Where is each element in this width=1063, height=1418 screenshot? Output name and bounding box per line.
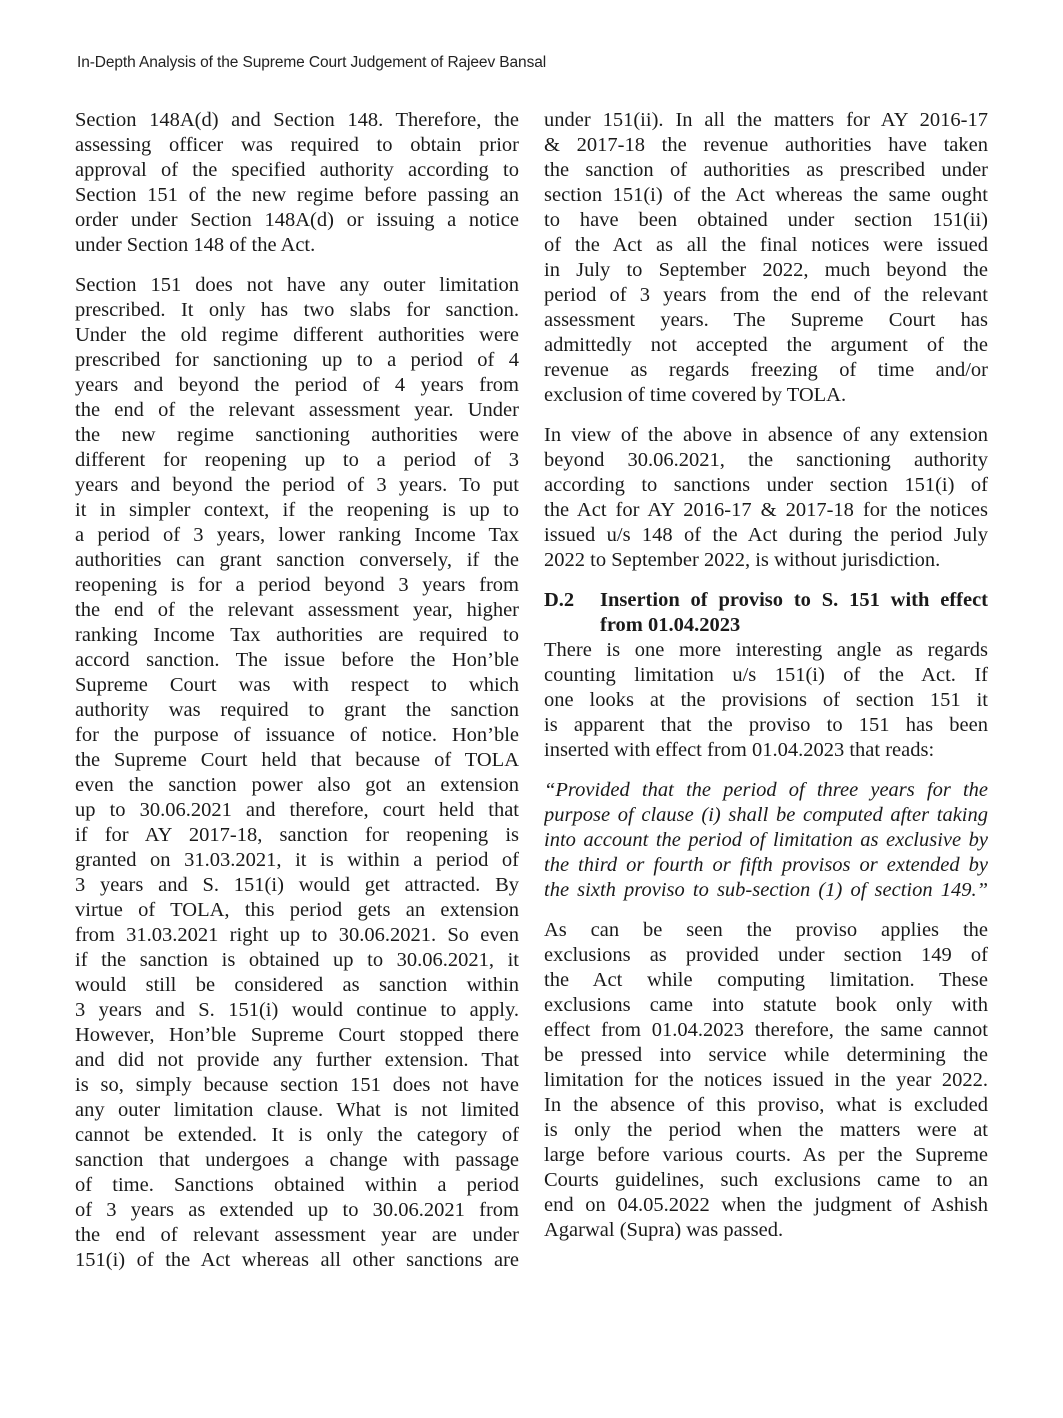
- text-line: the end of relevant assessment year are under: [75, 1224, 519, 1246]
- text-line: Courts guidelines, such exclusions came to an: [544, 1169, 988, 1191]
- text-line: assessment years. The Supreme Court has: [544, 309, 988, 331]
- text-line: 3 years and S. 151(i) would get attracted. By: [75, 874, 519, 896]
- text-line: revenue as regards freezing of time and/or: [544, 359, 988, 381]
- text-line: according to sanctions under section 151(i) of: [544, 474, 988, 496]
- text-line: under 151(ii). In all the matters for AY 2016-17: [544, 109, 988, 131]
- text-line: authorities can grant sanction conversely, if the: [75, 549, 519, 571]
- text-line: be pressed into service while determining the: [544, 1044, 988, 1066]
- text-line: from 31.03.2021 right up to 30.06.2021. So even: [75, 924, 519, 946]
- text-line: 151(i) of the Act whereas all other sanctions are: [75, 1249, 519, 1271]
- text-line: the end of the relevant assessment year, higher: [75, 599, 519, 621]
- text-line: into account the period of limitation as exclusive by: [544, 829, 988, 851]
- text-line: approval of the specified authority according to: [75, 159, 519, 181]
- section-number: D.2: [544, 589, 575, 611]
- text-line: of time. Sanctions obtained within a period: [75, 1174, 519, 1196]
- text-line: up to 30.06.2021 and therefore, court held that: [75, 799, 519, 821]
- text-line: purpose of clause (i) shall be computed after taking: [544, 804, 988, 826]
- paragraph: [75, 273, 519, 1273]
- text-line: the end of the relevant assessment year. Under: [75, 399, 519, 421]
- text-line: the sixth proviso to sub-section (1) of section 149.”: [544, 879, 988, 901]
- text-line: ranking Income Tax authorities are required to: [75, 624, 519, 646]
- text-line: the new regime sanctioning authorities were: [75, 424, 519, 446]
- paragraph: [75, 108, 519, 258]
- section-title-line: from 01.04.2023: [600, 614, 741, 636]
- text-line: the sanction of authorities as prescribed under: [544, 159, 988, 181]
- text-line: Section 148A(d) and Section 148. Therefore, the: [75, 109, 519, 131]
- text-line: even the sanction power also got an extension: [75, 774, 519, 796]
- text-line: counting limitation u/s 151(i) of the Act. If: [544, 664, 988, 686]
- text-line: under Section 148 of the Act.: [75, 234, 316, 256]
- text-line: any outer limitation clause. What is not limited: [75, 1099, 519, 1121]
- text-line: authority was required to grant the sanction: [75, 699, 519, 721]
- text-line: different for reopening up to a period of 3: [75, 449, 519, 471]
- section-heading: [544, 588, 988, 638]
- text-line: to have been obtained under section 151(ii): [544, 209, 988, 231]
- text-line: admittedly not accepted the argument of the: [544, 334, 988, 356]
- text-line: inserted with effect from 01.04.2023 that reads:: [544, 739, 935, 761]
- section-title-line: Insertion of proviso to S. 151 with effect: [600, 589, 988, 611]
- text-line: Agarwal (Supra) was passed.: [544, 1219, 784, 1241]
- text-line: sanction that undergoes a change with passage: [75, 1149, 519, 1171]
- text-line: the Act while computing limitation. These: [544, 969, 988, 991]
- text-line: In the absence of this proviso, what is excluded: [544, 1094, 988, 1116]
- block-quote: [544, 778, 988, 903]
- text-line: limitation for the notices issued in the year 2022.: [544, 1069, 988, 1091]
- text-line: would still be considered as sanction within: [75, 974, 519, 996]
- text-line: years and beyond the period of 3 years. To put: [75, 474, 519, 496]
- text-line: section 151(i) of the Act whereas the same ought: [544, 184, 988, 206]
- text-line: of the Act as all the final notices were issued: [544, 234, 988, 256]
- text-line: Section 151 does not have any outer limitation: [75, 274, 519, 296]
- right-column: [544, 108, 988, 1258]
- text-line: 2022 to September 2022, is without jurisdiction.: [544, 549, 941, 571]
- text-line: There is one more interesting angle as regards: [544, 639, 988, 661]
- text-line: beyond 30.06.2021, the sanctioning authority: [544, 449, 988, 471]
- text-line: period of 3 years from the end of the relevant: [544, 284, 988, 306]
- text-line: accord sanction. The issue before the Hon’ble: [75, 649, 519, 671]
- text-line: if for AY 2017-18, sanction for reopening is: [75, 824, 519, 846]
- text-line: Supreme Court was with respect to which: [75, 674, 519, 696]
- paragraph: [544, 423, 988, 573]
- text-line: if the sanction is obtained up to 30.06.2021, it: [75, 949, 519, 971]
- text-line: exclusions came into statute book only with: [544, 994, 988, 1016]
- text-line: the Act for AY 2016-17 & 2017-18 for the notices: [544, 499, 988, 521]
- text-line: In view of the above in absence of any extension: [544, 424, 988, 446]
- text-line: virtue of TOLA, this period gets an extension: [75, 899, 519, 921]
- text-line: and did not provide any further extension. That: [75, 1049, 519, 1071]
- text-line: is only the period when the matters were at: [544, 1119, 988, 1141]
- text-line: for the purpose of issuance of notice. Hon’ble: [75, 724, 519, 746]
- text-line: issued u/s 148 of the Act during the period July: [544, 524, 988, 546]
- text-line: is so, simply because section 151 does not have: [75, 1074, 519, 1096]
- text-line: cannot be extended. It is only the category of: [75, 1124, 519, 1146]
- text-line: exclusions as provided under section 149 of: [544, 944, 988, 966]
- text-line: the Supreme Court held that because of TOLA: [75, 749, 519, 771]
- text-line: “Provided that the period of three years for the: [544, 779, 988, 801]
- text-line: the third or fourth or fifth provisos or extended by: [544, 854, 988, 876]
- text-line: order under Section 148A(d) or issuing a notice: [75, 209, 519, 231]
- text-line: Section 151 of the new regime before passing an: [75, 184, 519, 206]
- text-line: effect from 01.04.2023 therefore, the same cannot: [544, 1019, 988, 1041]
- text-line: in July to September 2022, much beyond the: [544, 259, 988, 281]
- text-line: reopening is for a period beyond 3 years from: [75, 574, 519, 596]
- text-line: prescribed for sanctioning up to a period of 4: [75, 349, 519, 371]
- text-line: However, Hon’ble Supreme Court stopped there: [75, 1024, 519, 1046]
- text-line: granted on 31.03.2021, it is within a period of: [75, 849, 519, 871]
- text-line: prescribed. It only has two slabs for sanction.: [75, 299, 519, 321]
- text-line: a period of 3 years, lower ranking Income Tax: [75, 524, 519, 546]
- left-column: [75, 108, 519, 1288]
- text-line: of 3 years as extended up to 30.06.2021 from: [75, 1199, 519, 1221]
- text-line: Under the old regime different authorities were: [75, 324, 519, 346]
- paragraph: [544, 918, 988, 1243]
- text-line: years and beyond the period of 4 years from: [75, 374, 519, 396]
- text-line: assessing officer was required to obtain prior: [75, 134, 519, 156]
- running-header: In-Depth Analysis of the Supreme Court Judgement of Rajeev Bansal: [77, 54, 547, 71]
- text-line: is apparent that the proviso to 151 has been: [544, 714, 988, 736]
- text-line: As can be seen the proviso applies the: [544, 919, 988, 941]
- text-line: end on 04.05.2022 when the judgment of Ashish: [544, 1194, 988, 1216]
- text-line: large before various courts. As per the Supreme: [544, 1144, 988, 1166]
- text-line: one looks at the provisions of section 151 it: [544, 689, 988, 711]
- text-line: & 2017-18 the revenue authorities have taken: [544, 134, 988, 156]
- text-line: exclusion of time covered by TOLA.: [544, 384, 847, 406]
- paragraph: [544, 638, 988, 763]
- text-line: it in simpler context, if the reopening is up to: [75, 499, 519, 521]
- text-line: 3 years and S. 151(i) would continue to apply.: [75, 999, 519, 1021]
- paragraph: [544, 108, 988, 408]
